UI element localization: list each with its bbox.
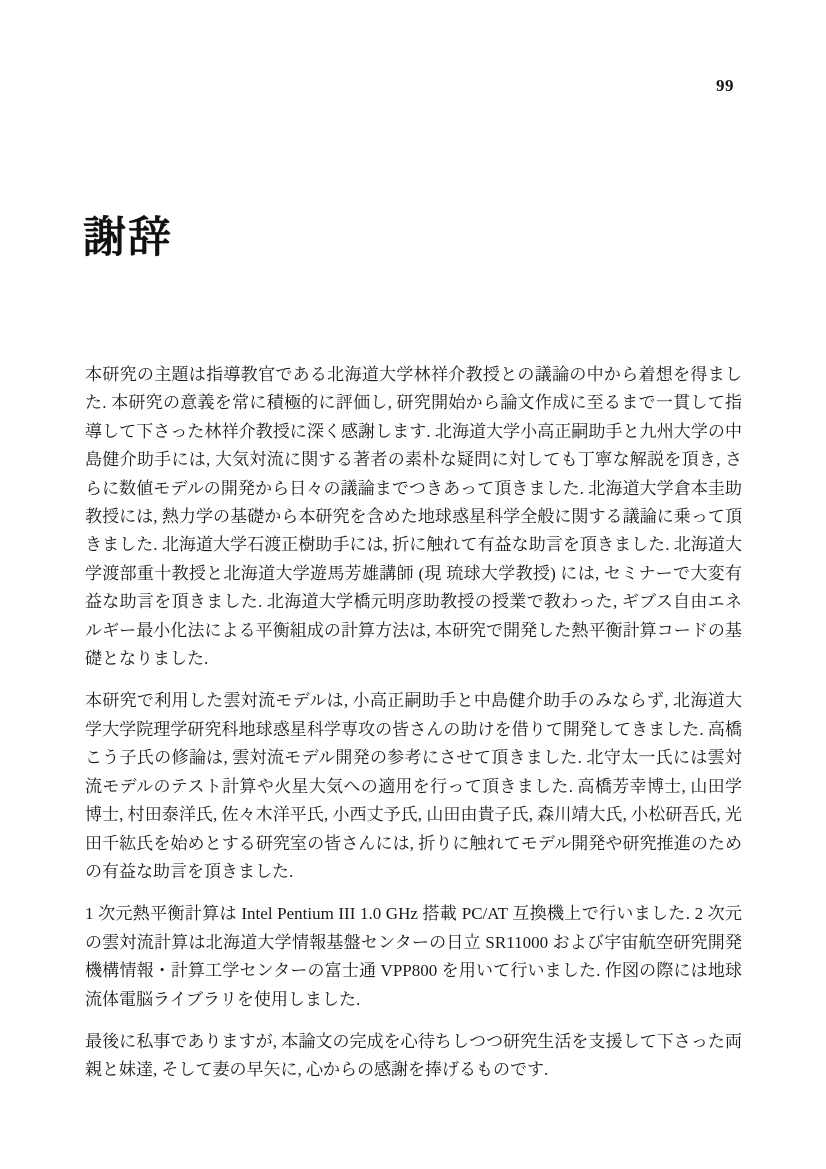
paragraph-model-collaborators: 本研究で利用した雲対流モデルは, 小高正嗣助手と中島健介助手のみならず, 北海道大学大学院理学研究科地球惑星科学専攻の皆さんの助けを借りて開発してきました. 高橋こう子氏の修論は, 雲対流モデル開発の参考にさせて頂きました. 北守太一氏には雲対流モデルのテスト計算や火星大気への適用を行って頂きました. 高橋芳幸博士, 山田学博士, 村田泰洋氏, 佐々木洋平氏, 小西丈予氏, 山田由貴子氏, 森川靖大氏, 小松研吾氏, 光田千紘氏を始めとする研究室の皆さんには, 折りに触れてモデル開発や研究推進のための有益な助言を頂きました.	[85, 691, 742, 881]
paragraph-family: 最後に私事でありますが, 本論文の完成を心待ちしつつ研究生活を支援して下さった両親と妹達, そして妻の早矢に, 心からの感謝を捧げるものです.	[85, 1031, 742, 1080]
paragraph-computing-resources: 1 次元熱平衡計算は Intel Pentium III 1.0 GHz 搭載 PC/AT 互換機上で行いました. 2 次元の雲対流計算は北海道大学情報基盤センターの日立 SR11000 および宇宙航空研究開発機構情報・計算工学センターの富士通 VPP800 を用いて行いました. 作図の際には地球流体電脳ライブラリを使用しました.	[85, 904, 742, 1009]
chapter-title: 謝辞	[83, 214, 173, 262]
paragraph-advisors: 本研究の主題は指導教官である北海道大学林祥介教授との議論の中から着想を得ました. 本研究の意義を常に積極的に評価し, 研究開始から論文作成に至るまで一貫して指導して下さった林祥介教授に深く感謝します. 北海道大学小高正嗣助手と九州大学の中島健介助手には, 大気対流に関する著者の素朴な疑問に対しても丁寧な解説を頂き, さらに数値モデルの開発から日々の議論までつきあって頂きました. 北海道大学倉本圭助教授には, 熱力学の基礎から本研究を含めた地球惑星科学全般に関する議論に乗って頂きました. 北海道大学石渡正樹助手には, 折に触れて有益な助言を頂きました. 北海道大学渡部重十教授と北海道大学遊馬芳雄講師 (現 琉球大学教授) には, セミナーで大変有益な助言を頂きました. 北海道大学橋元明彦助教授の授業で教わった, ギブス自由エネルギー最小化法による平衡組成の計算方法は, 本研究で開発した熱平衡計算コードの基礎となりました.	[85, 365, 742, 669]
acknowledgments-body	[85, 361, 742, 1099]
page-number: 99	[716, 76, 734, 95]
